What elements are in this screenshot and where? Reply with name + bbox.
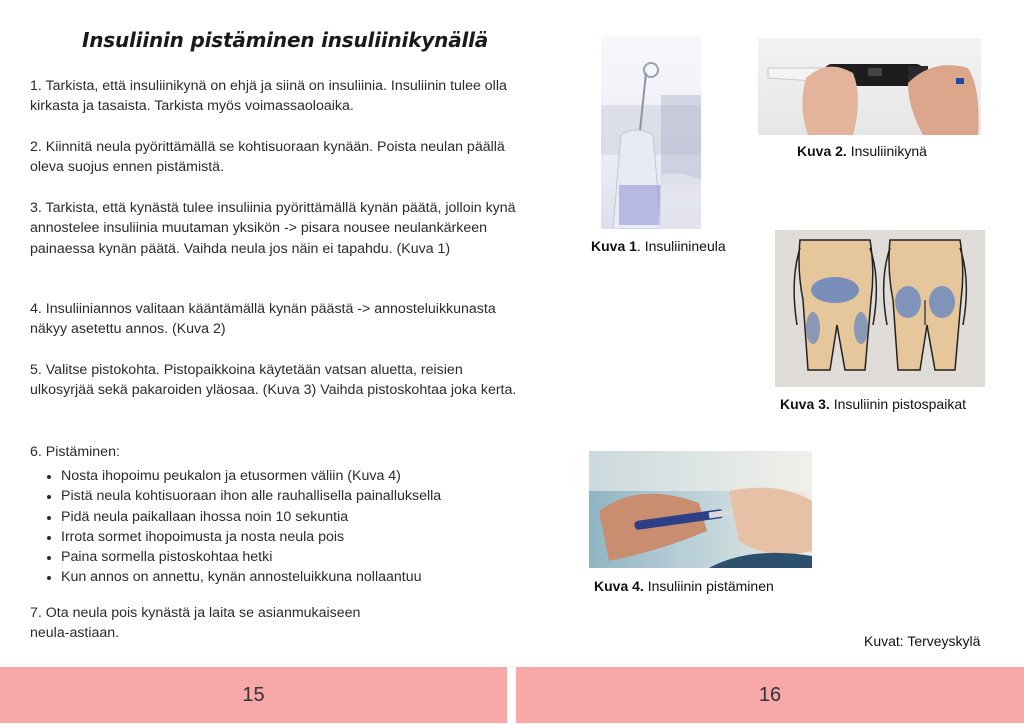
image-credit: Kuvat: Terveyskylä xyxy=(864,633,981,649)
page-number-left: 15 xyxy=(242,683,265,706)
injection-steps-list xyxy=(30,466,441,588)
step-6: 6. Pistäminen: xyxy=(30,444,120,460)
figure-4-text: Insuliinin pistäminen xyxy=(643,578,774,594)
figure-4-label: Kuva 4. xyxy=(594,578,644,594)
figure-2-label: Kuva 2. xyxy=(797,143,847,159)
list-item: • Paina sormella pistoskohtaa hetki xyxy=(61,547,441,567)
step-4: 4. Insuliiniannos valitaan kääntämällä kynän päästä -> annosteluikkunasta näkyy asetettu annos. (Kuva 2) xyxy=(30,301,496,338)
list-item: • Pidä neula paikallaan ihossa noin 10 sekuntia xyxy=(61,507,441,527)
step-5: 5. Valitse pistokohta. Pistopaikkoina käytetään vatsan aluetta, reisien ulkosyrjää sekä pakaroiden yläosaa. (Kuva 3) Vaihda pistoskohtaa joka kerta. xyxy=(30,362,517,399)
figure-4-caption xyxy=(594,578,774,594)
insulin-pen-image xyxy=(758,38,981,135)
step-7: 7. Ota neula pois kynästä ja laita se asianmukaiseen neula-astiaan. xyxy=(30,605,361,642)
figure-1-caption xyxy=(591,238,726,254)
step-3: 3. Tarkista, että kynästä tulee insuliinia pyörittämällä kynän päätä, jolloin kynä annostelee insuliinia muutaman yksikön -> pisara nousee neulankärkeen painaessa kynän päätä. Vaihda neula jos näin ei tapahdu. (Kuva 1) xyxy=(30,200,516,257)
list-item: • Irrota sormet ihopoimusta ja nosta neula pois xyxy=(61,527,441,547)
list-item: • Kun annos on annettu, kynän annosteluikkuna nollaantuu xyxy=(61,567,441,587)
page-number-right: 16 xyxy=(758,683,782,706)
step-2: 2. Kiinnitä neula pyörittämällä se kohtisuoraan kynään. Poista neulan päällä oleva suojus ennen pistämistä. xyxy=(30,139,505,176)
list-item: • Pistä neula kohtisuoraan ihon alle rauhallisella painalluksella xyxy=(61,486,441,506)
insulin-injection-image xyxy=(589,451,812,568)
list-item: • Nosta ihopoimu peukalon ja etusormen väliin (Kuva 4) xyxy=(61,466,441,486)
figure-1-label: Kuva 1 xyxy=(591,238,637,254)
figure-2-caption xyxy=(797,143,927,159)
right-page-footer xyxy=(516,667,1024,723)
figure-2-text: Insuliinikynä xyxy=(846,143,927,159)
figure-3-label: Kuva 3. xyxy=(780,396,830,412)
left-page-footer xyxy=(0,667,507,723)
page-title: Insuliinin pistäminen insuliinikynällä xyxy=(82,28,489,52)
figure-3-caption xyxy=(780,396,966,412)
figure-1-text: . Insuliinineula xyxy=(636,238,726,254)
injection-sites-image xyxy=(775,230,985,387)
insulin-needle-image xyxy=(601,35,701,229)
step-1: 1. Tarkista, että insuliinikynä on ehjä ja siinä on insuliinia. Insuliinin tulee olla kirkasta ja tasaista. Tarkista myös voimassaoloaika. xyxy=(30,78,507,115)
figure-3-text: Insuliinin pistospaikat xyxy=(829,396,966,412)
